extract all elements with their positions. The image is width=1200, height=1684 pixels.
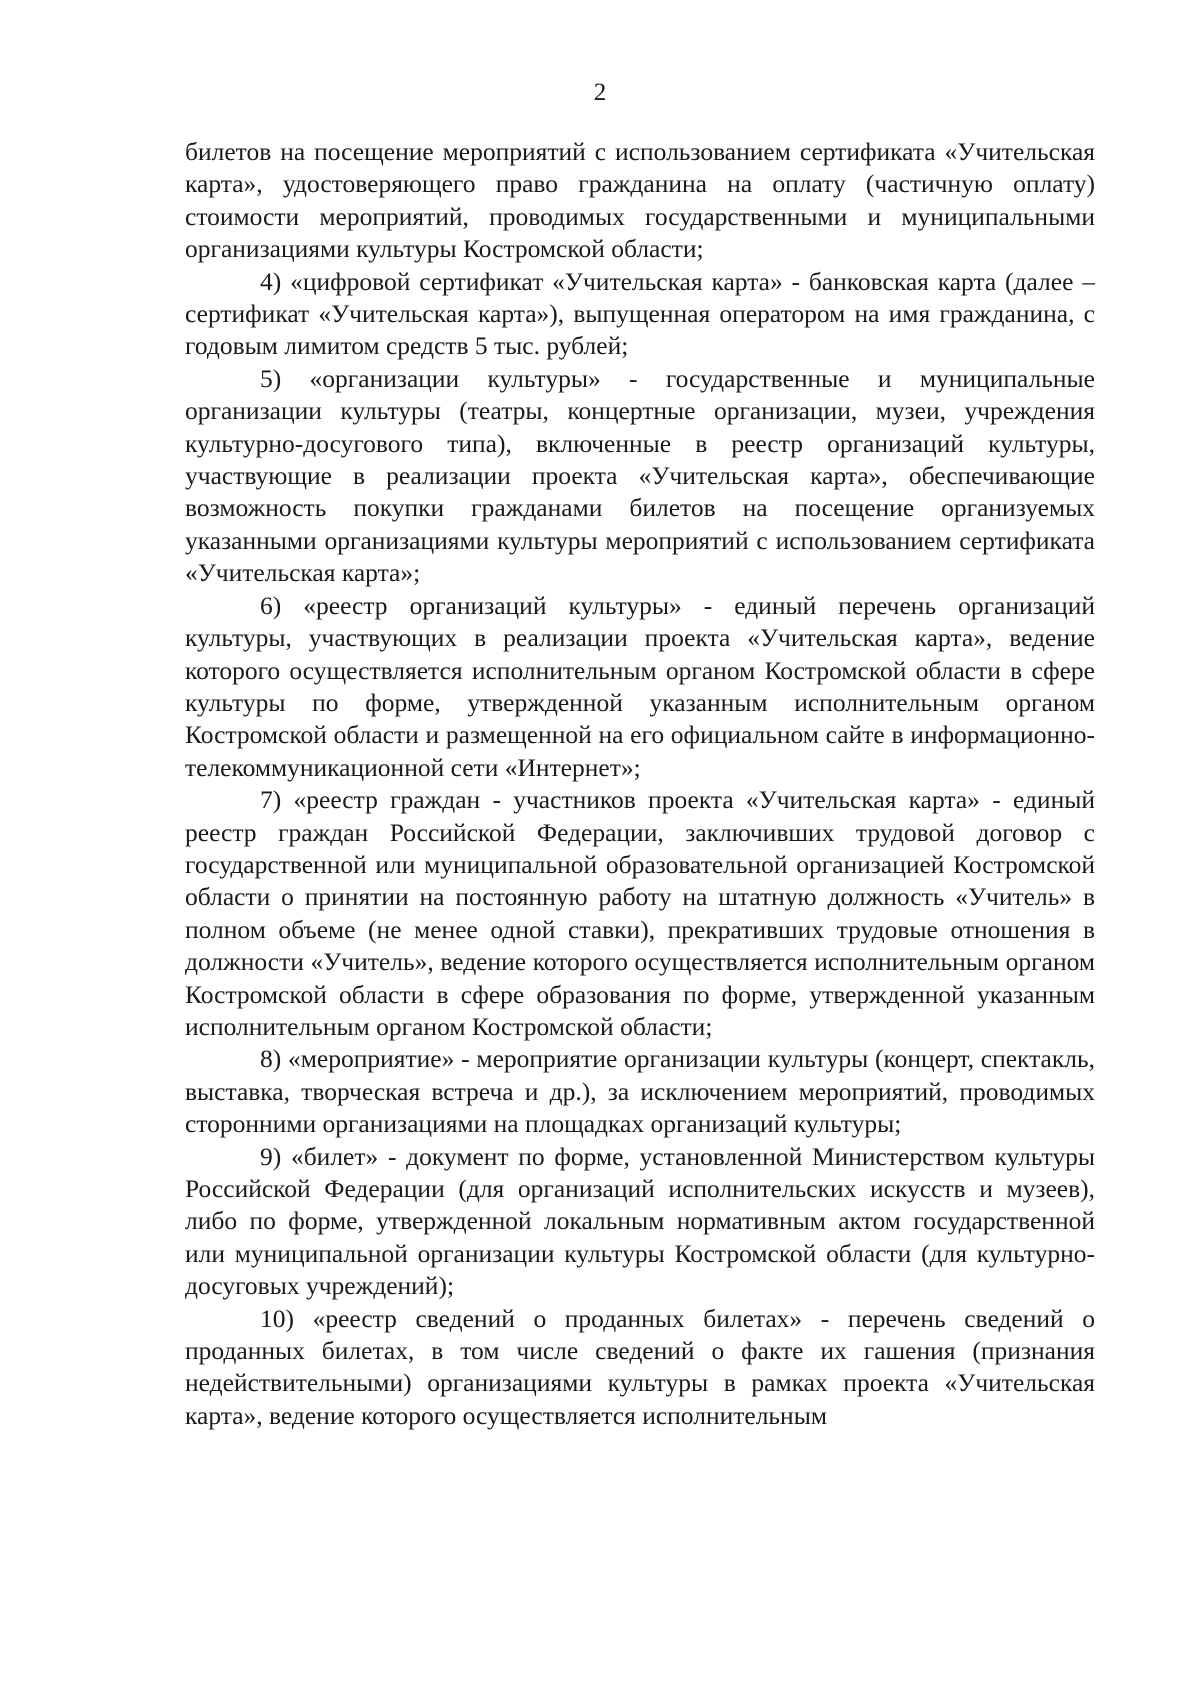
paragraph-item-5: 5) «организации культуры» - государственные и муниципальные организации культуры (театры, концертные организации, музеи, учреждения культурно-досугового типа), включенные в реестр организаций культуры, участвующие в реализации проекта «Учительская карта», обеспечивающие возможность покупки гражданами билетов на посещение организуемых указанными организациями культуры мероприятий с использованием сертификата «Учительская карта»; — [185, 363, 1095, 588]
paragraph-item-7: 7) «реестр граждан - участников проекта «Учительская карта» - единый реестр граждан Российской Федерации, заключивших трудовой договор с государственной или муниципальной образовательной организацией Костромской области о принятии на постоянную работу на штатную должность «Учитель» в полном объеме (не менее одной ставки), прекративших трудовые отношения в должности «Учитель», ведение которого осуществляется исполнительным органом Костромской области в сфере образования по форме, утвержденной указанным исполнительным органом Костромской области; — [185, 785, 1095, 1041]
page-number: 2 — [593, 79, 607, 106]
paragraph-item-10: 10) «реестр сведений о проданных билетах» - перечень сведений о проданных билетах, в том числе сведений о факте их гашения (признания недействительными) организациями культуры в рамках проекта «Учительская карта», ведение которого осуществляется исполнительным — [185, 1303, 1095, 1430]
paragraph-continuation: билетов на посещение мероприятий с использованием сертификата «Учительская карта», удостоверяющего право гражданина на оплату (частичную оплату) стоимости мероприятий, проводимых государственными и муниципальными организациями культуры Костромской области; — [185, 137, 1095, 264]
paragraph-item-9: 9) «билет» - документ по форме, установленной Министерством культуры Российской Федерации (для организаций исполнительских искусств и музеев), либо по форме, утвержденной локальным нормативным актом государственной или муниципальной организации культуры Костромской области (для культурно-досуговых учреждений); — [185, 1141, 1095, 1301]
paragraph-item-8: 8) «мероприятие» - мероприятие организации культуры (концерт, спектакль, выставка, творческая встреча и др.), за исключением мероприятий, проводимых сторонними организациями на площадках организаций культуры; — [185, 1044, 1095, 1139]
paragraph-item-6: 6) «реестр организаций культуры» - единый перечень организаций культуры, участвующих в реализации проекта «Учительская карта», ведение которого осуществляется исполнительным органом Костромской области в сфере культуры по форме, утвержденной указанным исполнительным органом Костромской области и размещенной на его официальном сайте в информационно-телекоммуникационной сети «Интернет»; — [185, 590, 1095, 782]
paragraph-item-4: 4) «цифровой сертификат «Учительская карта» - банковская карта (далее – сертификат «Учительская карта»), выпущенная оператором на имя гражданина, с годовым лимитом средств 5 тыс. рублей; — [185, 266, 1095, 361]
document-body — [185, 136, 1095, 1432]
